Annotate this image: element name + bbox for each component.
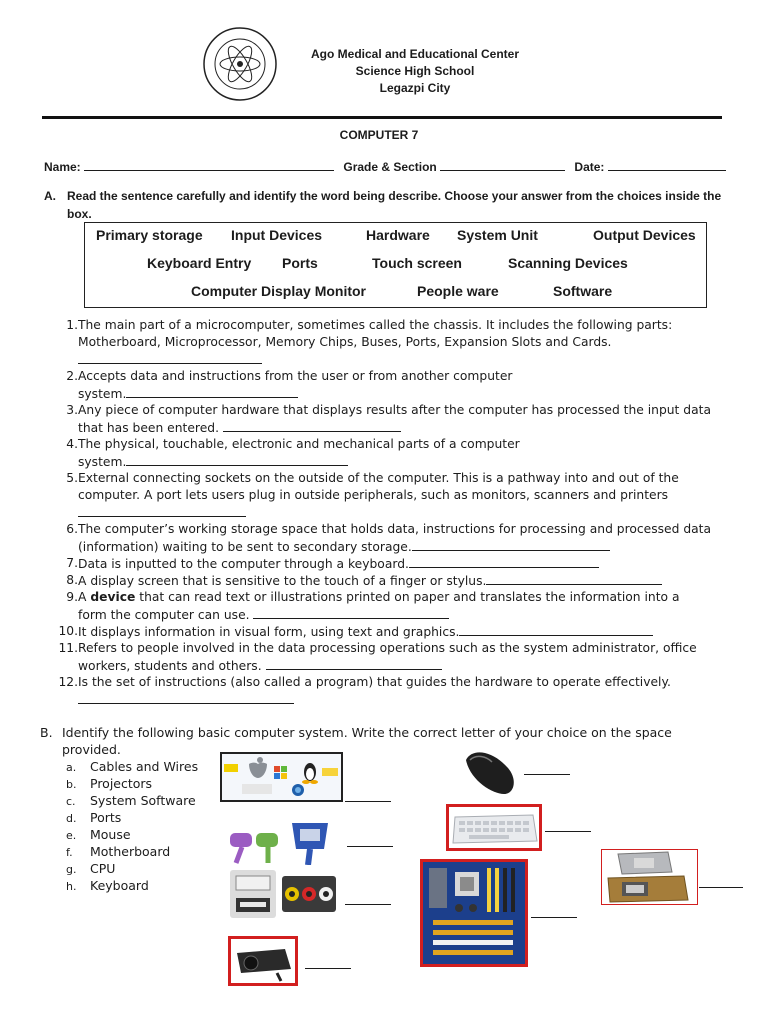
answer-blank-4[interactable] bbox=[126, 453, 348, 466]
answer-line-ports[interactable] bbox=[345, 904, 391, 905]
header-divider bbox=[42, 116, 722, 119]
answer-blank-10[interactable] bbox=[459, 623, 653, 636]
answer-line-software[interactable] bbox=[345, 801, 391, 802]
grade-field[interactable] bbox=[440, 158, 565, 171]
part-a-instruction: Read the sentence carefully and identify the word being describe. Choose your answer from the choices inside the bbox=[67, 189, 722, 203]
question-5: 5. External connecting sockets on the outside of the computer. This is a pathway into and out of the computer. A port lets users plug in outside peripherals, such as monitors, scanners and printers bbox=[56, 470, 746, 522]
answer-blank-9[interactable] bbox=[253, 606, 449, 619]
choice-keyboard-entry: Keyboard Entry bbox=[147, 255, 252, 271]
choice-hardware: Hardware bbox=[366, 227, 430, 243]
question-4: 4. The physical, touchable, electronic and mechanical parts of a computer system. bbox=[66, 437, 520, 469]
answer-line-cpu[interactable] bbox=[699, 887, 743, 888]
answer-blank-2[interactable] bbox=[126, 385, 298, 398]
question-11: 11. Refers to people involved in the data processing operations such as the system administrator, office workers, students and others. bbox=[58, 641, 697, 673]
answer-blank-8[interactable] bbox=[486, 572, 662, 585]
option-h: h. Keyboard bbox=[66, 878, 149, 893]
mouse-image bbox=[462, 746, 522, 798]
software-logos-image bbox=[220, 752, 343, 802]
choice-input-devices: Input Devices bbox=[231, 227, 323, 243]
part-a-instruction-cont: box. bbox=[67, 207, 92, 221]
part-a-letter: A. bbox=[44, 189, 56, 203]
part-b-instruction: Identify the following basic computer system. Write the correct letter of your choice on the space bbox=[62, 725, 672, 740]
answer-line-mouse[interactable] bbox=[524, 774, 570, 775]
choice-touch-screen: Touch screen bbox=[372, 255, 462, 271]
answer-line-cables[interactable] bbox=[347, 846, 393, 847]
question-3: 3. Any piece of computer hardware that displays results after the computer has processed the input data that has been entered. bbox=[66, 403, 711, 435]
question-2: 2. Accepts data and instructions from the user or from another computer system. bbox=[66, 369, 513, 401]
choice-system-unit: System Unit bbox=[457, 227, 538, 243]
school-city: Legazpi City bbox=[379, 81, 451, 95]
option-e: e. Mouse bbox=[66, 827, 131, 842]
choice-ports: Ports bbox=[282, 255, 318, 271]
choice-computer-display-monitor: Computer Display Monitor bbox=[191, 283, 367, 299]
option-a: a. Cables and Wires bbox=[66, 759, 199, 774]
option-f: f. Motherboard bbox=[66, 844, 171, 859]
ports-image bbox=[228, 868, 338, 920]
question-12: 12. Is the set of instructions (also called a program) that guides the hardware to operate effectively. bbox=[56, 674, 746, 709]
choice-software: Software bbox=[553, 283, 613, 299]
part-b-instruction-cont: provided. bbox=[62, 742, 121, 757]
question-8: 8. A display screen that is sensitive to the touch of a finger or stylus. bbox=[56, 572, 746, 590]
choice-people-ware: People ware bbox=[417, 283, 499, 299]
question-6: 6. The computer’s working storage space that holds data, instructions for processing and processed data (information) waiting to be sent to secondary storage. bbox=[66, 522, 712, 554]
name-label: Name: bbox=[44, 160, 81, 174]
name-field[interactable] bbox=[84, 158, 334, 171]
question-10: 10. It displays information in visual form, using text and graphics. bbox=[56, 623, 746, 641]
answer-blank-7[interactable] bbox=[409, 555, 599, 568]
grade-label: Grade & Section bbox=[343, 160, 437, 174]
answer-blank-1[interactable] bbox=[78, 351, 262, 364]
choice-output-devices: Output Devices bbox=[593, 227, 696, 243]
question-9: 9. A device that can read text or illustrations printed on paper and translates the information into a form the computer can use. bbox=[66, 590, 680, 622]
answer-line-keyboard[interactable] bbox=[545, 831, 591, 832]
option-c: c. System Software bbox=[66, 793, 196, 808]
answer-blank-12[interactable] bbox=[78, 691, 294, 704]
option-d: d. Ports bbox=[66, 810, 122, 825]
page-title: COMPUTER 7 bbox=[339, 128, 419, 142]
answer-line-projector[interactable] bbox=[305, 968, 351, 969]
question-7: 7. Data is inputted to the computer through a keyboard. bbox=[56, 555, 746, 573]
answer-blank-11[interactable] bbox=[266, 657, 442, 670]
school-division: Science High School bbox=[355, 64, 475, 78]
choice-primary-storage: Primary storage bbox=[96, 227, 203, 243]
date-field[interactable] bbox=[608, 158, 726, 171]
answer-blank-6[interactable] bbox=[412, 538, 610, 551]
answer-line-motherboard[interactable] bbox=[531, 917, 577, 918]
answer-blank-5[interactable] bbox=[78, 504, 246, 517]
option-b: b. Projectors bbox=[66, 776, 153, 791]
answer-blank-3[interactable] bbox=[223, 419, 401, 432]
school-name: Ago Medical and Educational Center bbox=[310, 47, 520, 61]
choice-scanning-devices: Scanning Devices bbox=[508, 255, 628, 271]
motherboard-image bbox=[420, 859, 528, 967]
part-b-letter: B. bbox=[40, 725, 53, 740]
projector-image bbox=[228, 936, 298, 986]
keyboard-image bbox=[446, 804, 542, 851]
date-label: Date: bbox=[574, 160, 605, 174]
cpu-image bbox=[601, 849, 698, 905]
question-1: 1. The main part of a microcomputer, sometimes called the chassis. It includes the following parts: Motherboard, Microprocessor, Memory Chips, Buses, Ports, Expansion Slots and Cards. bbox=[56, 317, 746, 369]
option-g: g. CPU bbox=[66, 861, 116, 876]
cables-image bbox=[228, 815, 340, 865]
